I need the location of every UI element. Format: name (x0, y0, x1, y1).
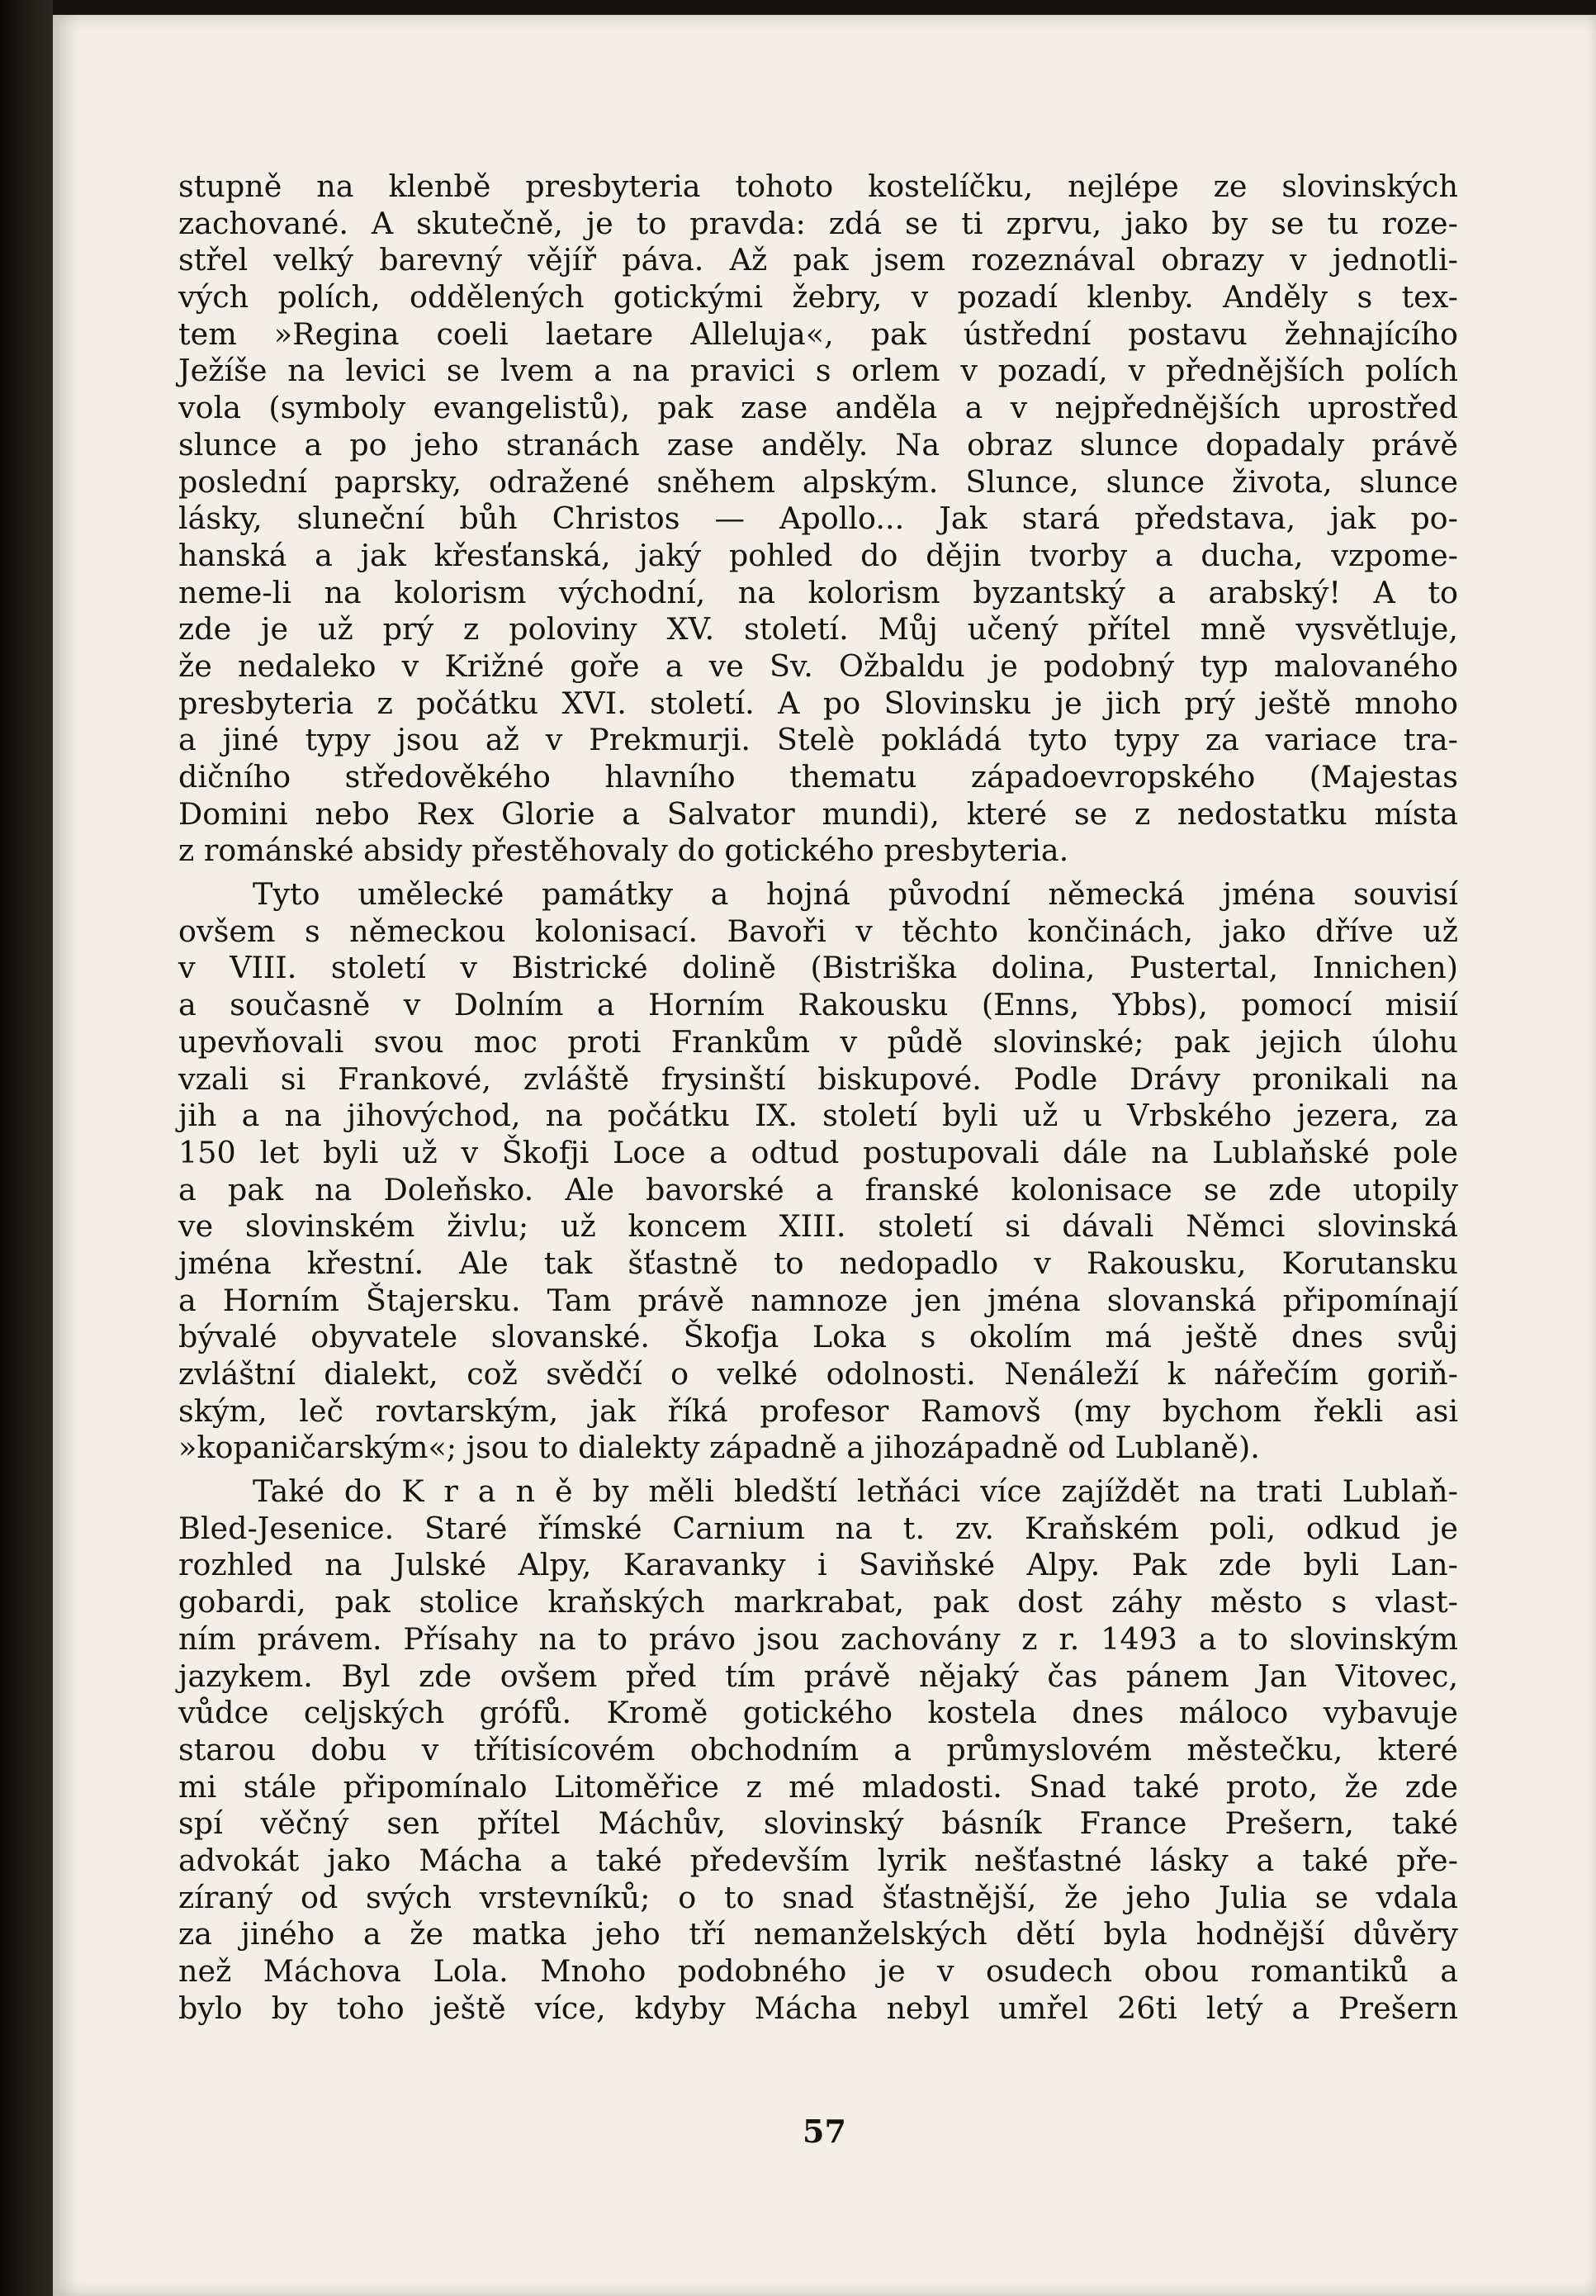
text-line: upevňovali svou moc proti Frankům v půdě slovinské; pak jejich úlohu (178, 1023, 1458, 1060)
text-line: jména křestní. Ale tak šťastně to nedopadlo v Rakousku, Korutansku (178, 1245, 1458, 1281)
text-line: slunce a po jeho stranách zase anděly. Na obraz slunce dopadaly právě (178, 426, 1458, 463)
paragraph (178, 1473, 1458, 2027)
text-line: ve slovinském živlu; už koncem XIII. století si dávali Němci slovinská (178, 1208, 1458, 1245)
text-line: gobardi, pak stolice kraňských markrabat, pak dost záhy město s vlast- (178, 1584, 1458, 1620)
text-line: že nedaleko v Križné goře a ve Sv. Ožbaldu je podobný typ malovaného (178, 648, 1458, 684)
text-line: jazykem. Byl zde ovšem před tím právě nějaký čas pánem Jan Vitovec, (178, 1658, 1458, 1694)
text-line: z románské absidy přestěhovaly do gotického presbyteria. (178, 833, 1069, 869)
text-line: vola (symboly evangelistů), pak zase anděla a v nejpřednějších uprostřed (178, 390, 1458, 426)
text-line: zíraný od svých vrstevníků; o to snad šťastnější, že jeho Julia se vdala (178, 1879, 1458, 1915)
text-line: ským, leč rovtarským, jak říká profesor Ramovš (my bychom řekli asi (178, 1392, 1458, 1429)
text-line: stupně na klenbě presbyteria tohoto kostelíčku, nejlépe ze slovinských (178, 168, 1458, 204)
text-line: mi stále připomínalo Litoměřice z mé mladosti. Snad také proto, že zde (178, 1768, 1458, 1805)
paragraph (178, 168, 1458, 870)
text-line: vůdce celjských grófů. Kromě gotického kostela dnes máloco vybavuje (178, 1695, 1458, 1731)
text-line: »kopaničarským«; jsou to dialekty západně a jihozápadně od Lublaně). (178, 1430, 1260, 1466)
text-line: a Horním Štajersku. Tam právě namnoze jen jména slovanská připomínají (178, 1282, 1458, 1318)
text-line: lásky, sluneční bůh Christos — Apollo... Jak stará představa, jak po- (178, 500, 1458, 537)
text-line: zvláštní dialekt, což svědčí o velké odolnosti. Nenáleží k nářečím goriň- (178, 1356, 1458, 1392)
text-line: 150 let byli už v Škofji Loce a odtud postupovali dále na Lublaňské pole (178, 1134, 1458, 1170)
text-line: jih a na jihovýchod, na počátku IX. století byli už u Vrbského jezera, za (178, 1098, 1458, 1134)
text-line: ním právem. Přísahy na to právo jsou zachovány z r. 1493 a to slovinským (178, 1620, 1458, 1657)
text-line: presbyteria z počátku XVI. století. A po Slovinsku je jich prý ještě mnoho (178, 685, 1458, 721)
text-line: vých polích, oddělených gotickými žebry, v pozadí klenby. Anděly s tex- (178, 279, 1458, 315)
paragraph (178, 876, 1458, 1467)
text-line: rozhled na Julské Alpy, Karavanky i Saviňské Alpy. Pak zde byli Lan- (178, 1547, 1458, 1583)
paragraph-gap (178, 870, 1458, 876)
text-line: za jiného a že matka jeho tří nemanželských dětí byla hodnější důvěry (178, 1916, 1458, 1952)
text-line: střel velký barevný vějíř páva. Až pak jsem rozeznával obrazy v jednotli- (178, 242, 1458, 278)
text-line: advokát jako Mácha a také především lyrik nešťastné lásky a také pře- (178, 1842, 1458, 1878)
text-line: bývalé obyvatele slovanské. Škofja Loka s okolím má ještě dnes svůj (178, 1319, 1458, 1355)
text-line: Tyto umělecké památky a hojná původní německá jména souvisí (253, 876, 1458, 913)
text-line: Bled-Jesenice. Staré římské Carnium na t. zv. Kraňském poli, odkud je (178, 1510, 1458, 1546)
text-line: Také do K r a n ě by měli bledští letňáci více zajíždět na trati Lublaň- (253, 1473, 1458, 1510)
text-line: než Máchova Lola. Mnoho podobného je v osudech obou romantiků a (178, 1953, 1458, 1989)
text-line: zachované. A skutečně, je to pravda: zdá se ti zprvu, jako by se tu roze- (178, 205, 1458, 241)
text-line: v VIII. století v Bistrické dolině (Bistriška dolina, Pustertal, Innichen) (178, 950, 1458, 986)
text-line: zde je už prý z poloviny XV. století. Můj učený přítel mně vysvětluje, (178, 611, 1458, 648)
text-line: vzali si Frankové, zvláště frysinští biskupové. Podle Drávy pronikali na (178, 1060, 1458, 1097)
text-line: hanská a jak křesťanská, jaký pohled do dějin tvorby a ducha, vzpome- (178, 537, 1458, 573)
body-text (178, 168, 1458, 2027)
text-line: poslední paprsky, odražené sněhem alpským. Slunce, slunce života, slunce (178, 463, 1458, 500)
text-line: a současně v Dolním a Horním Rakousku (Enns, Ybbs), pomocí misií (178, 987, 1458, 1023)
text-line: ovšem s německou kolonisací. Bavoři v těchto končinách, jako dříve už (178, 913, 1458, 949)
text-line: Ježíše na levici se lvem a na pravici s orlem v pozadí, v přednějších polích (178, 353, 1458, 389)
text-line: a jiné typy jsou až v Prekmurji. Stelè pokládá tyto typy za variace tra- (178, 722, 1458, 758)
text-line: bylo by toho ještě více, kdyby Mácha nebyl umřel 26ti letý a Prešern (178, 1990, 1458, 2026)
book-page (53, 15, 1596, 2296)
page-number: 57 (803, 2113, 846, 2150)
text-line: Domini nebo Rex Glorie a Salvator mundi), které se z nedostatku místa (178, 795, 1458, 832)
text-line: a pak na Doleňsko. Ale bavorské a franské kolonisace se zde utopily (178, 1171, 1458, 1207)
book-binding-edge (0, 0, 53, 2296)
text-line: starou dobu v třítisícovém obchodním a průmyslovém městečku, které (178, 1731, 1458, 1767)
text-line: spí věčný sen přítel Máchův, slovinský básník France Prešern, také (178, 1805, 1458, 1842)
paragraph-gap (178, 1467, 1458, 1473)
text-line: dičního středověkého hlavního thematu západoevropského (Majestas (178, 759, 1458, 795)
text-line: neme-li na kolorism východní, na kolorism byzantský a arabský! A to (178, 574, 1458, 610)
text-line: tem »Regina coeli laetare Alleluja«, pak ústřední postavu žehnajícího (178, 315, 1458, 352)
